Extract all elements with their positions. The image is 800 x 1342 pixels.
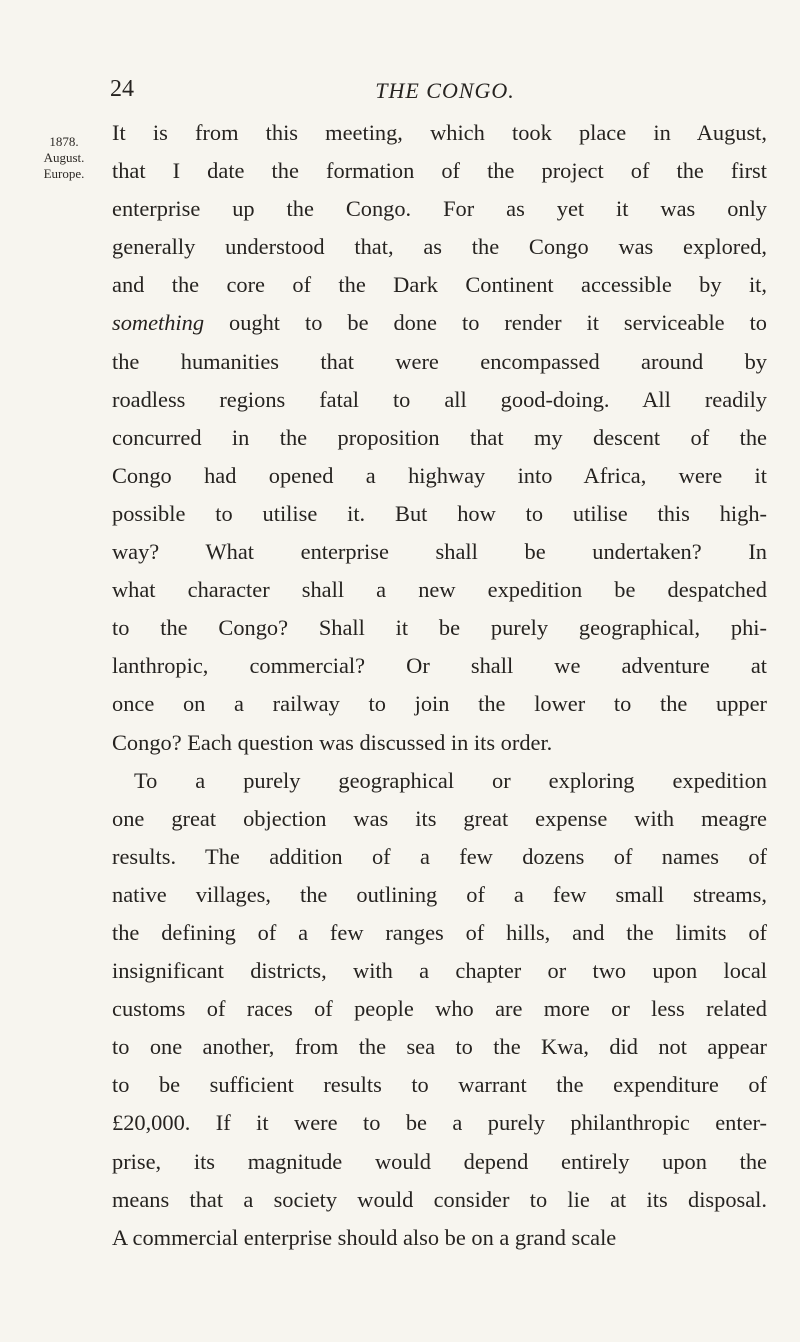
text-line [112, 609, 767, 647]
text-line-content: and the core of the Dark Continent accessible by it, [112, 272, 767, 298]
text-line [112, 114, 767, 152]
margin-note-place: Europe. [43, 166, 85, 181]
text-line-content: £20,000. If it were to be a purely philanthropic enter- [112, 1110, 767, 1136]
text-line-content: customs of races of people who are more or less related [112, 996, 767, 1022]
text-line-content: that I date the formation of the project of the first [112, 158, 767, 184]
text-line-content: once on a railway to join the lower to the upper [112, 691, 767, 717]
text-line-content: the humanities that were encompassed around by [112, 348, 767, 374]
text-line-content: one great objection was its great expense with meagre [112, 805, 767, 831]
text-line [112, 914, 767, 952]
text-line [112, 571, 767, 609]
text-line [112, 190, 767, 228]
text-line-content: to be sufficient results to warrant the expenditure of [112, 1072, 767, 1098]
text-line [112, 990, 767, 1028]
text-line-content: possible to utilise it. But how to utilise this high- [112, 500, 767, 526]
text-line-content: enterprise up the Congo. For as yet it was only [112, 196, 767, 222]
text-line [112, 1104, 767, 1142]
text-line [112, 685, 767, 723]
text-line [112, 266, 767, 304]
text-line [112, 228, 767, 266]
text-line-content: what character shall a new expedition be despatched [112, 577, 767, 603]
text-line-content: insignificant districts, with a chapter or two upon local [112, 958, 767, 984]
text-line-content: To a purely geographical or exploring expedition [134, 767, 767, 793]
text-line [112, 495, 767, 533]
text-line [112, 1066, 767, 1104]
text-line-content: ought to be done to render it serviceable to [204, 310, 767, 336]
margin-notes [31, 134, 97, 182]
emphasis: something [112, 310, 205, 336]
text-line [112, 1028, 767, 1066]
body-text [112, 114, 767, 1257]
text-line-content: lanthropic, commercial? Or shall we adventure at [112, 653, 767, 679]
text-line-content: means that a society would consider to lie at its disposal. [112, 1186, 767, 1212]
text-line [112, 381, 767, 419]
text-line-content: to one another, from the sea to the Kwa, did not appear [112, 1034, 767, 1060]
page-number: 24 [110, 76, 134, 102]
text-line-content: way? What enterprise shall be undertaken? In [112, 539, 767, 565]
text-line [112, 419, 767, 457]
running-head: THE CONGO. [375, 78, 515, 103]
text-line-content: concurred in the proposition that my descent of the [112, 424, 767, 450]
text-line [112, 533, 767, 571]
text-line [112, 647, 767, 685]
text-line [112, 304, 767, 342]
text-line-content: native villages, the outlining of a few small streams, [112, 881, 767, 907]
text-line-content: results. The addition of a few dozens of names of [112, 843, 767, 869]
text-line [112, 1143, 767, 1181]
text-line-content: It is from this meeting, which took place in August, [112, 120, 767, 145]
text-line-content: roadless regions fatal to all good-doing. All readily [112, 386, 767, 412]
text-line-content: generally understood that, as the Congo was explored, [112, 234, 767, 260]
text-line-content: the defining of a few ranges of hills, and the limits of [112, 919, 767, 945]
text-line-content: to the Congo? Shall it be purely geographical, phi- [112, 615, 767, 641]
text-line [112, 952, 767, 990]
text-line-content: Congo? Each question was discussed in its order. [112, 729, 553, 755]
text-line [112, 457, 767, 495]
text-line [112, 800, 767, 838]
text-line [112, 1219, 767, 1257]
margin-note-month: August. [43, 150, 85, 165]
text-line [112, 762, 767, 800]
margin-note-year: 1878. [49, 134, 79, 149]
text-line-content: prise, its magnitude would depend entirely upon the [112, 1148, 767, 1174]
text-line [112, 343, 767, 381]
text-line [112, 152, 767, 190]
text-line-content: A commercial enterprise should also be on a grand scale [112, 1224, 617, 1250]
text-line [112, 724, 767, 762]
text-line [112, 1181, 767, 1219]
text-line [112, 876, 767, 914]
text-line [112, 838, 767, 876]
text-line-content: Congo had opened a highway into Africa, were it [112, 462, 767, 488]
